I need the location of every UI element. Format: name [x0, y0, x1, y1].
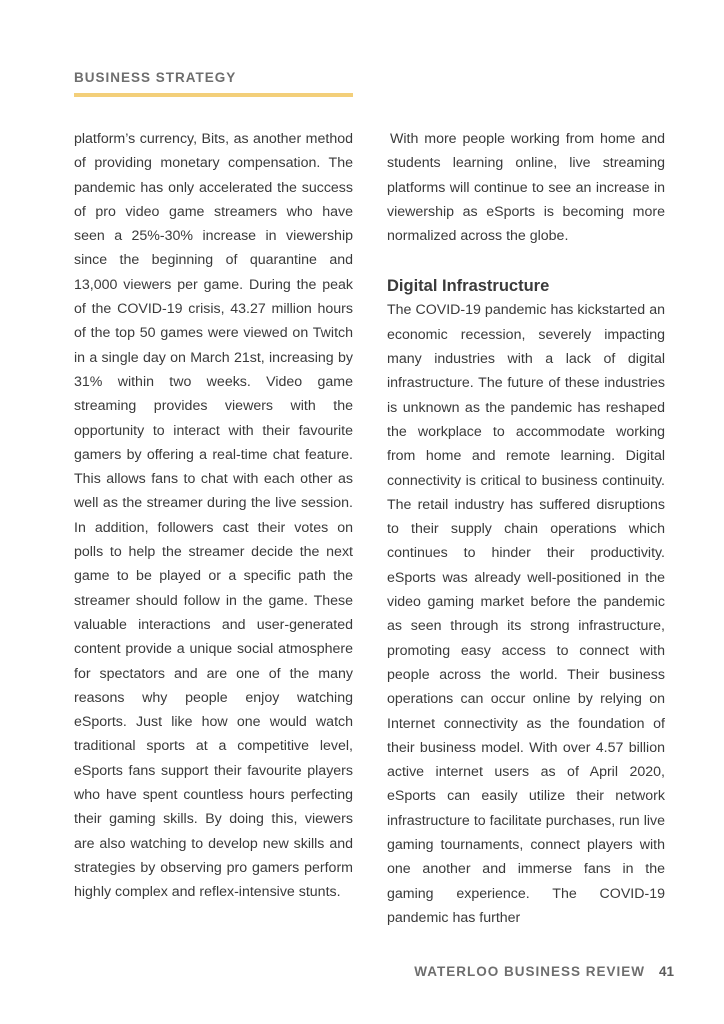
section-accent-rule: [74, 93, 353, 97]
right-column-paragraph-1: With more people working from home and students learning online, live streaming platforms will continue to see an increase in viewership as eSports is becoming more normalized across the globe.: [387, 131, 665, 245]
left-column: [74, 127, 353, 905]
right-column-paragraph-2: The COVID-19 pandemic has kickstarted an economic recession, severely impacting many industries with a lack of digital infrastructure. The future of these industries is unknown as the pandemic has reshaped the workplace to accommodate working from home and remote learning. Digital connectivity is critical to business continuity. The retail industry has suffered disruptions to their supply chain operations which continues to hinder their productivity. eSports was already well-positioned in the video gaming market before the pandemic as seen through its strong infrastructure, promoting easy access to connect with people across the world. Their business operations can occur online by relying on Internet connectivity as the foundation of their business model. With over 4.57 billion active internet users as of April 2020, eSports can easily utilize their network infrastructure to facilitate purchases, run live gaming tournaments, connect players with one another and immerse fans in the gaming experience. The COVID-19 pandemic has further: [387, 302, 665, 926]
publication-name: WATERLOO BUSINESS REVIEW: [414, 964, 645, 979]
left-column-paragraph: platform’s currency, Bits, as another method of providing monetary compensation. The pandemic has only accelerated the success of pro video game streamers who have seen a 25%-30% increase in viewership since the beginning of quarantine and 13,000 viewers per game. During the peak of the COVID-19 crisis, 43.27 million hours of the top 50 games were viewed on Twitch in a single day on March 21st, increasing by 31% within two weeks. Video game streaming provides viewers with the opportunity to interact with their favourite gamers by offering a real-time chat feature. This allows fans to chat with each other as well as the streamer during the live session. In addition, followers cast their votes on polls to help the streamer decide the next game to be played or a specific path the streamer should follow in the game. These valuable interactions and user-generated content provide a unique social atmosphere for spectators and are one of the many reasons why people enjoy watching eSports. Just like how one would watch traditional sports at a competitive level, eSports fans support their favourite players who have spent countless hours perfecting their gaming skills. By doing this, viewers are also watching to develop new skills and strategies by observing pro gamers perform highly complex and reflex-intensive stunts.: [74, 131, 353, 901]
section-label: BUSINESS STRATEGY: [74, 70, 237, 85]
page-footer: [414, 964, 674, 979]
right-column: [387, 127, 665, 930]
page-number: 41: [658, 964, 674, 979]
subheading-digital-infrastructure: Digital Infrastructure: [387, 277, 550, 296]
